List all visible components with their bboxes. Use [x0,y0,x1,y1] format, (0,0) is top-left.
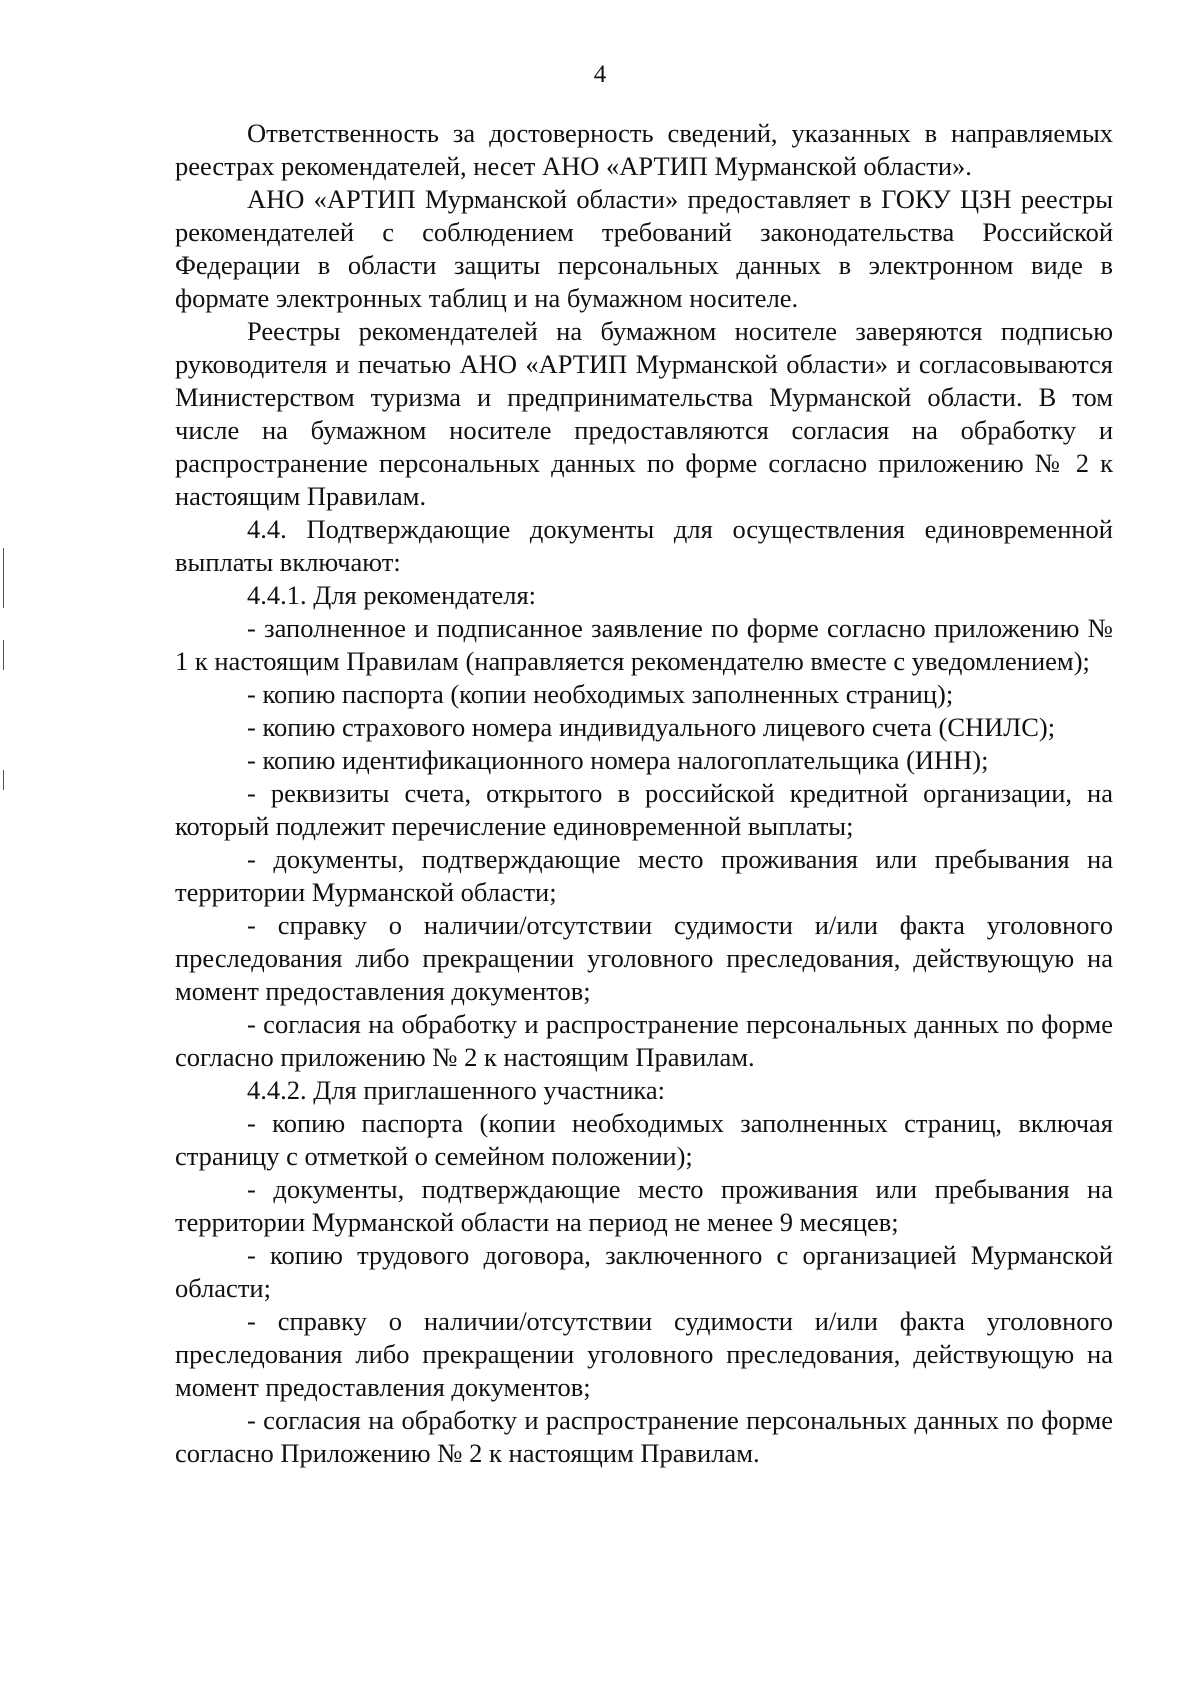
list-item: - справку о наличии/отсутствии судимости и/или факта уголовного преследования либо прекращении уголовного преследования, действующую на момент предоставления документов; [175,910,1113,1006]
scan-margin-mark [3,770,4,790]
scan-margin-mark [3,640,4,670]
subsection-heading-4-4-2: 4.4.2. Для приглашенного участника: [247,1075,665,1105]
list-item: - согласия на обработку и распространение персональных данных по форме согласно Приложению № 2 к настоящим Правилам. [175,1405,1113,1468]
paragraph-responsibility: Ответственность за достоверность сведений, указанных в направляемых реестрах рекомендателей, несет АНО «АРТИП Мурманской области». [175,118,1113,181]
list-item: - копию страхового номера индивидуального лицевого счета (СНИЛС); [247,712,1056,742]
list-item: - документы, подтверждающие место проживания или пребывания на территории Мурманской области; [175,844,1113,907]
paragraph-registry-provision: АНО «АРТИП Мурманской области» предоставляет в ГОКУ ЦЗН реестры рекомендателей с соблюдением требований законодательства Российской Федерации в области защиты персональных данных в электронном виде в формате электронных таблиц и на бумажном носителе. [175,184,1113,313]
list-item: - заполненное и подписанное заявление по форме согласно приложению № 1 к настоящим Правилам (направляется рекомендателю вместе с уведомлением); [175,613,1113,676]
page-number: 4 [593,61,607,88]
list-item: - согласия на обработку и распространение персональных данных по форме согласно приложению № 2 к настоящим Правилам. [175,1009,1113,1072]
scan-margin-mark [3,548,4,608]
list-item: - документы, подтверждающие место проживания или пребывания на территории Мурманской области на период не менее 9 месяцев; [175,1174,1113,1237]
paragraph-paper-registry: Реестры рекомендателей на бумажном носителе заверяются подписью руководителя и печатью АНО «АРТИП Мурманской области» и согласовываются Министерством туризма и предпринимательства Мурманской области. В том числе на бумажном носителе предоставляются согласия на обработку и распространение персональных данных по форме согласно приложению № 2 к настоящим Правилам. [175,316,1113,511]
list-item: - реквизиты счета, открытого в российской кредитной организации, на который подлежит перечисление единовременной выплаты; [175,778,1113,841]
list-item: - справку о наличии/отсутствии судимости и/или факта уголовного преследования либо прекращении уголовного преследования, действующую на момент предоставления документов; [175,1306,1113,1402]
subsection-heading-4-4-1: 4.4.1. Для рекомендателя: [247,580,537,610]
list-item: - копию паспорта (копии необходимых заполненных страниц, включая страницу с отметкой о семейном положении); [175,1108,1113,1171]
document-body [175,117,1113,1470]
list-item: - копию идентификационного номера налогоплательщика (ИНН); [247,745,989,775]
list-item: - копию трудового договора, заключенного с организацией Мурманской области; [175,1240,1113,1303]
section-heading-4-4: 4.4. Подтверждающие документы для осуществления единовременной выплаты включают: [175,514,1113,577]
list-item: - копию паспорта (копии необходимых заполненных страниц); [247,679,954,709]
